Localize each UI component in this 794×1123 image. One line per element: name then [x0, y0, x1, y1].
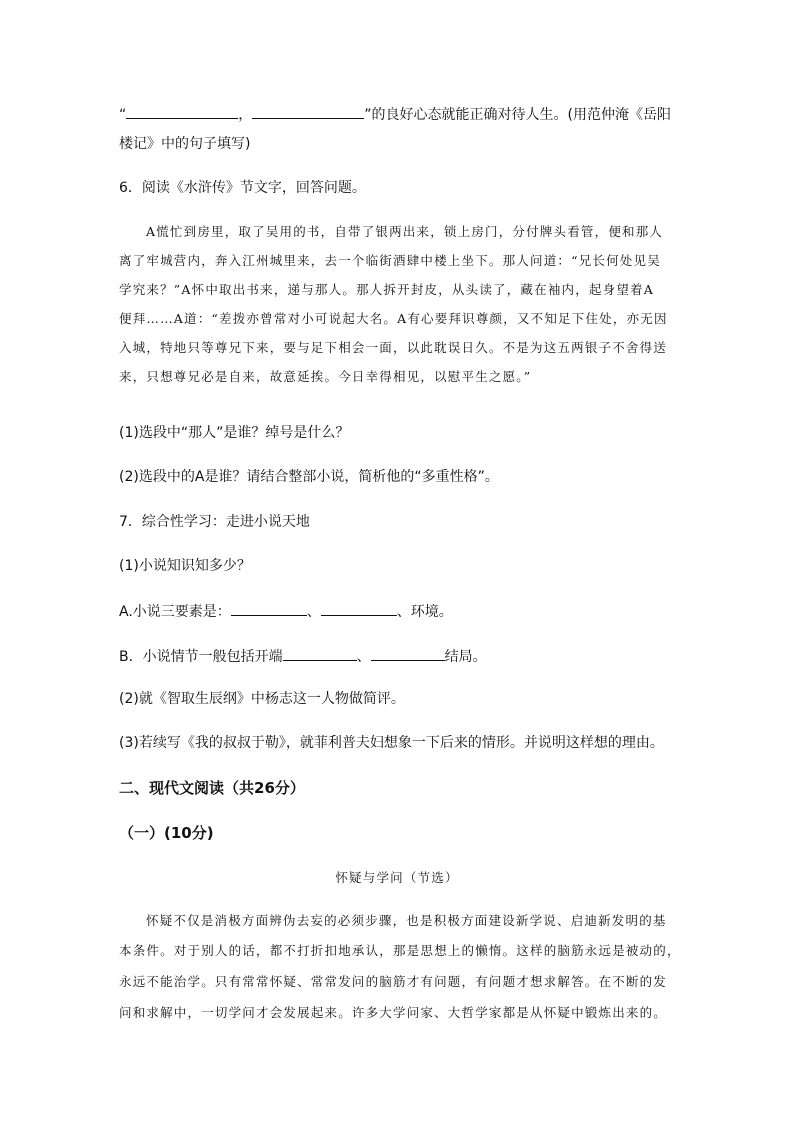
separator: 、: [356, 649, 371, 665]
question-7-title: 7．综合性学习：走进小说天地: [119, 514, 310, 530]
item-b-label: B．小说情节一般包括开端: [119, 649, 283, 665]
passage-line: 离了牢城营内，奔入江州城里来，去一个临街酒肆中楼上坐下。那人问道：“兄长何处见吴: [119, 253, 661, 268]
passage-line: 入城，特地只等尊兄下来，要与足下相会一面，以此耽误日久。不是为这五两银子不舍得送: [119, 340, 668, 355]
passage-line: 便拜……A道：“差拨亦曾常对小可说起大名。A有心要拜识尊颜，又不知足下住处，亦无因: [119, 311, 668, 326]
item-a-label: A.小说三要素是：: [119, 604, 231, 620]
answer-blank[interactable]: [252, 103, 364, 119]
paragraph-line: 永远不能治学。只有常常怀疑、常常发问的脑筋才有问题，有问题才想求解答。在不断的发: [119, 974, 668, 989]
paragraph-line: 本条件。对于别人的话，都不打折扣地承认，那是思想上的懒惰。这样的脑筋永远是被动的，: [119, 943, 681, 958]
q7-item-b: [119, 645, 487, 667]
q7-sub1: (1)小说知识知多少？: [119, 558, 251, 574]
item-a-suffix: 、环境。: [396, 604, 453, 620]
answer-blank[interactable]: [321, 600, 397, 616]
q7-sub2: (2)就《智取生辰纲》中杨志这一人物做简评。: [119, 691, 405, 707]
q6-sub1: (1)选段中“那人”是谁？绰号是什么？: [119, 425, 350, 441]
answer-blank[interactable]: [371, 645, 445, 661]
q5-text: ”的良好心态就能正确对待人生。(用范仲淹《岳阳: [364, 107, 671, 123]
passage-line: 学究来？”A怀中取出书来，递与那人。那人拆开封皮，从头读了，藏在袖内，起身望着A: [119, 282, 654, 297]
separator: 、: [306, 604, 321, 620]
q6-sub2: (2)选段中的A是谁？请结合整部小说，简析他的“多重性格”。: [119, 469, 499, 485]
question-6-title: 6．阅读《水浒传》节文字，回答问题。: [119, 180, 366, 196]
q5-fill-line: [119, 103, 671, 125]
open-quote: “: [119, 107, 127, 123]
q5-line2: 楼记》中的句子填写): [119, 136, 251, 152]
q7-sub3: (3)若续写《我的叔叔于勒》，就菲利普夫妇想象一下后来的情形。并说明这样想的理由。: [119, 735, 664, 751]
paragraph-line: 怀疑不仅是消极方面辨伪去妄的必须步骤，也是积极方面建设新学说、启迪新发明的基: [146, 913, 667, 928]
answer-blank[interactable]: [231, 600, 307, 616]
section-2-subheading: （一）(10分): [119, 824, 214, 842]
answer-blank[interactable]: [126, 103, 238, 119]
q7-item-a: [119, 600, 453, 622]
comma: ，: [238, 107, 253, 123]
section-2-heading: 二、现代文阅读（共26分）: [119, 779, 305, 797]
paragraph-line: 问和求解中，一切学问才会发展起来。许多大学问家、大哲学家都是从怀疑中锻炼出来的。: [119, 1005, 668, 1020]
passage-line: 来，只想尊兄必是自来，故意延挨。今日幸得相见，以慰平生之愿。”: [119, 369, 532, 384]
article-title: 怀疑与学问（节选）: [335, 870, 459, 885]
item-b-suffix: 结局。: [444, 649, 487, 665]
passage-line: A慌忙到房里，取了吴用的书，自带了银两出来，锁上房门，分付牌头看管，便和那人: [146, 224, 664, 239]
answer-blank[interactable]: [283, 645, 357, 661]
